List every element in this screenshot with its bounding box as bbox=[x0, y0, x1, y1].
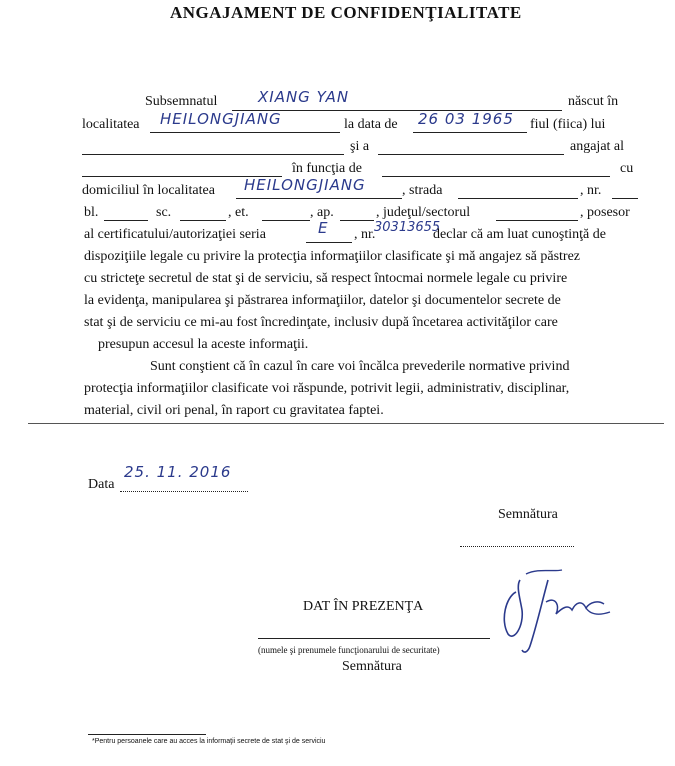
paragraph2-line-3: material, civil ori penal, în raport cu gravitatea faptei. bbox=[84, 403, 384, 418]
footnote-separator bbox=[88, 734, 206, 735]
father-line bbox=[82, 154, 344, 155]
nr2-label: , nr. bbox=[354, 227, 376, 242]
serie-line bbox=[306, 242, 352, 243]
fiul-label: fiul (fiica) lui bbox=[530, 117, 606, 132]
et-line bbox=[262, 220, 310, 221]
footnote: *Pentru persoanele care au acces la informaţii secrete de stat şi de serviciu bbox=[92, 738, 326, 745]
paragraph2-line-1: Sunt conştient că în cazul în care voi încălca prevederile normative privind bbox=[150, 359, 570, 374]
handwritten-signature-icon bbox=[486, 562, 636, 662]
birth-place-value[interactable]: HEILONGJIANG bbox=[160, 110, 282, 128]
strada-label: , strada bbox=[402, 183, 443, 198]
et-label: , et. bbox=[228, 205, 249, 220]
domicile-line bbox=[236, 198, 402, 199]
declar-label: declar că am luat cunoştinţă de bbox=[433, 227, 606, 242]
birth-place-line bbox=[150, 132, 340, 133]
function-line bbox=[382, 176, 610, 177]
street-line bbox=[458, 198, 578, 199]
document-title: ANGAJAMENT DE CONFIDENŢIALITATE bbox=[170, 3, 522, 22]
certificat-label: al certificatului/autorizaţiei seria bbox=[84, 227, 266, 242]
name-value[interactable]: XIANG YAN bbox=[258, 88, 350, 106]
paragraph1-line-5: presupun accesul la aceste informaţii. bbox=[98, 337, 309, 352]
paragraph1-line-4: stat şi de serviciu ce mi-au fost încredinţate, inclusiv după încetarea activităţilor care bbox=[84, 315, 558, 330]
mother-line bbox=[378, 154, 564, 155]
date-line bbox=[120, 491, 248, 492]
cu-label: cu bbox=[620, 161, 634, 176]
ap-line bbox=[340, 220, 374, 221]
localitatea-label: localitatea bbox=[82, 117, 140, 132]
ap-label: , ap. bbox=[310, 205, 334, 220]
sc-line bbox=[180, 220, 226, 221]
functia-label: în funcţia de bbox=[292, 161, 362, 176]
signature-line bbox=[460, 546, 574, 547]
serie-value[interactable]: E bbox=[318, 219, 329, 237]
officer-caption: (numele şi prenumele funcţionarului de securitate) bbox=[258, 645, 440, 655]
cert-number-value[interactable]: 30313655 bbox=[374, 220, 441, 235]
birth-date-line bbox=[413, 132, 527, 133]
domicile-value[interactable]: HEILONGJIANG bbox=[244, 176, 366, 194]
sc-label: sc. bbox=[156, 205, 172, 220]
paragraph1-line-1: dispoziţiile legale cu privire la protecţia informaţiilor clasificate şi mă angajez să păstrez bbox=[84, 249, 581, 264]
domiciliul-label: domiciliul în localitatea bbox=[82, 183, 215, 198]
la-data-label: la data de bbox=[344, 117, 398, 132]
si-a-label: şi a bbox=[350, 139, 370, 154]
judet-label: , judeţul/sectorul bbox=[376, 205, 471, 220]
bl-line bbox=[104, 220, 148, 221]
nr-label: , nr. bbox=[580, 183, 602, 198]
paragraph2-line-2: protecţia informaţiilor clasificate voi răspunde, potrivit legii, administrativ, disciplinar, bbox=[84, 381, 570, 396]
paragraph1-line-3: la evidenţa, manipularea şi păstrarea informaţiilor, datelor şi documentelor secrete de bbox=[84, 293, 561, 308]
posesor-label: , posesor bbox=[580, 205, 630, 220]
bl-label: bl. bbox=[84, 205, 99, 220]
judet-line bbox=[496, 220, 578, 221]
date-value[interactable]: 25. 11. 2016 bbox=[124, 463, 232, 481]
angajat-label: angajat al bbox=[570, 139, 625, 154]
birth-date-value[interactable]: 26 03 1965 bbox=[418, 110, 514, 128]
officer-signature-label: Semnătura bbox=[342, 659, 402, 674]
date-label: Data bbox=[88, 477, 115, 492]
officer-name-line bbox=[258, 638, 490, 639]
separator-line bbox=[28, 423, 664, 424]
signature-label: Semnătura bbox=[498, 507, 558, 522]
dat-in-prezenta: DAT ÎN PREZENŢA bbox=[303, 599, 424, 614]
paragraph1-line-2: cu stricteţe secretul de stat şi de serviciu, să respect întocmai normele legale cu privire bbox=[84, 271, 568, 286]
subsemnatul-label: Subsemnatul bbox=[145, 94, 218, 109]
number-line bbox=[612, 198, 638, 199]
nascut-label: născut în bbox=[568, 94, 619, 109]
